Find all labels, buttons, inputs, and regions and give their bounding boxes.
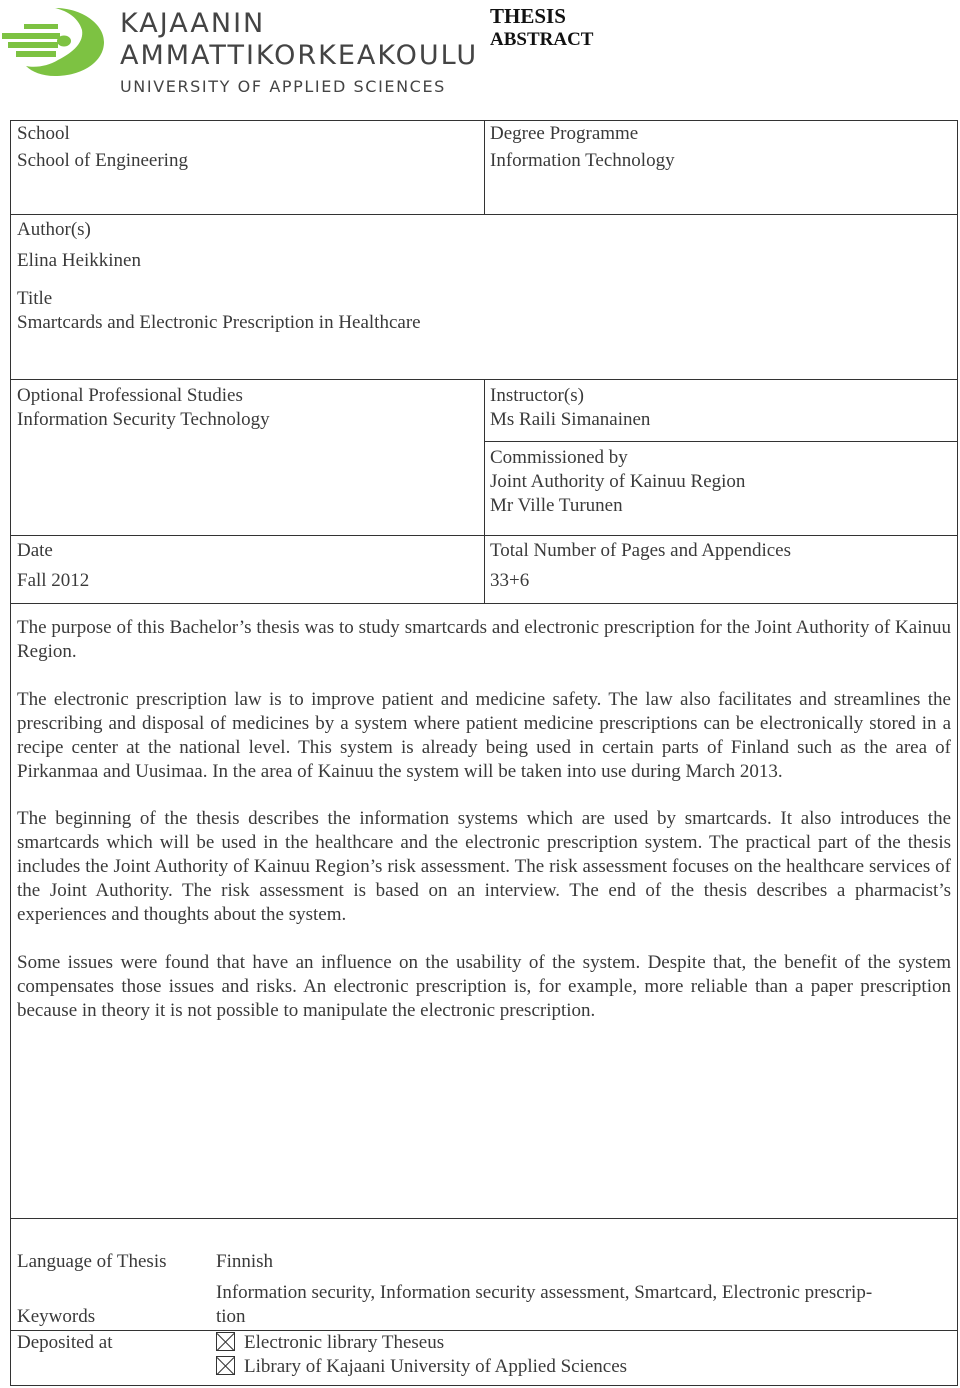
keywords-value-line-2: tion — [216, 1306, 246, 1327]
commissioned-by-label: Commissioned by — [490, 447, 628, 468]
checked-checkbox-icon[interactable] — [216, 1332, 235, 1351]
logo-line-university: UNIVERSITY OF APPLIED SCIENCES — [120, 77, 446, 96]
keywords-value-line-1: Information security, Information security assessment, Smartcard, Electronic prescrip- — [216, 1282, 873, 1303]
checked-checkbox-icon[interactable] — [216, 1356, 235, 1375]
document-type-label — [490, 4, 593, 52]
divider-school-degree — [484, 121, 485, 214]
kajaani-logo-icon — [2, 4, 108, 80]
authors-value: Elina Heikkinen — [17, 250, 141, 271]
institution-name — [120, 8, 478, 98]
abstract-label: ABSTRACT — [490, 29, 594, 50]
abstract-form — [10, 120, 958, 1386]
degree-programme-value: Information Technology — [490, 150, 675, 171]
instructors-label: Instructor(s) — [490, 385, 584, 406]
instructors-value: Ms Raili Simanainen — [490, 409, 651, 430]
logo-line-ammattikorkeakoulu: AMMATTIKORKEAKOULU — [120, 40, 479, 71]
abstract-paragraph-3: The beginning of the thesis describes the information systems which are used by smartcards. It also introduces the smartcards which will be used in the healthcare and the electronic prescription system. The practical part of the thesis includes the Joint Authority of Kainuu Region’s risk assessment. The risk assessment focuses on the healthcare services of the Joint Authority. The risk assessment is based on an interview. The end of the thesis describes a pharmacist’s experiences and thoughts about the system. — [17, 808, 951, 925]
keywords-label: Keywords — [17, 1306, 96, 1327]
deposit-option-kajaani-library[interactable] — [216, 1355, 627, 1379]
deposit-option-label: Electronic library Theseus — [244, 1332, 445, 1353]
authors-label: Author(s) — [17, 219, 91, 240]
date-value: Fall 2012 — [17, 570, 90, 591]
deposit-option-label: Library of Kajaani University of Applied Sciences — [244, 1356, 628, 1377]
divider-studies-instructors — [484, 379, 485, 603]
school-label: School — [17, 123, 70, 144]
pages-value: 33+6 — [490, 570, 530, 591]
abstract-paragraph-4: Some issues were found that have an influence on the usability of the system. Despite that, the benefit of the system compensates those issues and risks. An electronic prescription is, for example, more reliable than a paper prescription because in theory it is not possible to manipulate the electronic prescription. — [17, 952, 951, 1021]
rule-below-school — [11, 214, 957, 215]
abstract-paragraph-2: The electronic prescription law is to improve patient and medicine safety. The law also facilitates and streamlines the prescribing and disposal of medicines by a system where patient medicine prescriptions can be electronically stored in a recipe center at the national level. This system is already being used in certain parts of Finland such as the area of Pirkanmaa and Uusimaa. In the area of Kainuu the system will be taken into use during March 2013. — [17, 689, 951, 782]
commissioned-by-organisation: Joint Authority of Kainuu Region — [490, 471, 746, 492]
rule-above-deposited — [11, 1330, 957, 1331]
rule-above-abstract — [11, 603, 957, 604]
optional-studies-value: Information Security Technology — [17, 409, 270, 430]
title-label: Title — [17, 288, 53, 309]
optional-studies-label: Optional Professional Studies — [17, 385, 243, 406]
thesis-label: THESIS — [490, 4, 566, 28]
abstract-paragraph-1: The purpose of this Bachelor’s thesis was to study smartcards and electronic prescription for the Joint Authority of Kainuu Region. — [17, 617, 951, 662]
rule-below-instructors — [484, 441, 957, 442]
title-value: Smartcards and Electronic Prescription in Healthcare — [17, 312, 421, 333]
language-value: Finnish — [216, 1251, 274, 1272]
pages-label: Total Number of Pages and Appendices — [490, 540, 792, 561]
deposit-option-theseus[interactable] — [216, 1331, 444, 1355]
degree-programme-label: Degree Programme — [490, 123, 639, 144]
logo-line-kajaanin: KAJAANIN — [120, 8, 266, 39]
language-label: Language of Thesis — [17, 1251, 167, 1272]
document-header — [0, 0, 960, 112]
commissioned-by-person: Mr Ville Turunen — [490, 495, 623, 516]
school-value: School of Engineering — [17, 150, 188, 171]
deposited-label: Deposited at — [17, 1332, 113, 1353]
rule-below-abstract — [11, 1218, 957, 1219]
date-label: Date — [17, 540, 53, 561]
